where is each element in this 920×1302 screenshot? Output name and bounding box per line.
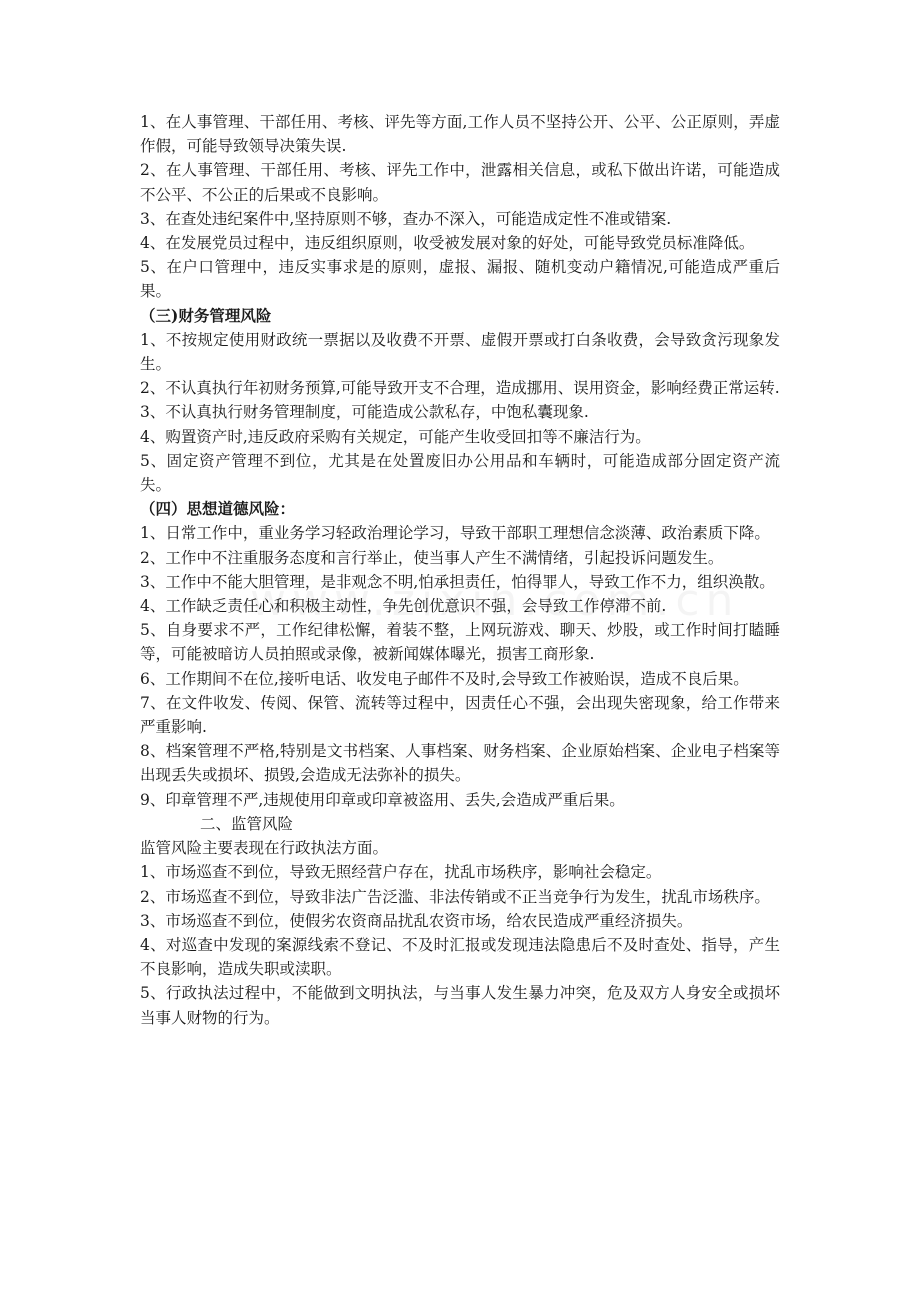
paragraph: 5、自身要求不严，工作纪律松懈，着装不整，上网玩游戏、聊天、炒股，或工作时间打瞌睡等，可能被暗访人员拍照或录像，被新闻媒体曝光，损害工商形象. <box>140 621 780 664</box>
paragraph: 3、不认真执行财务管理制度，可能造成公款私存，中饱私囊现象. <box>140 403 589 422</box>
paragraph: 1、日常工作中，重业务学习轻政治理论学习，导致干部职工理想信念淡薄、政治素质下降。 <box>140 524 770 543</box>
paragraph: 1、市场巡查不到位，导致无照经营户存在，扰乱市场秩序，影响社会稳定。 <box>140 863 662 882</box>
paragraph: 1、不按规定使用财政统一票据以及收费不开票、虚假开票或打白条收费，会导致贪污现象发生。 <box>140 330 780 374</box>
paragraph: 8、档案管理不严格,特别是文书档案、人事档案、财务档案、企业原始档案、企业电子档案等出现丢失或损坏、损毁,会造成无法弥补的损失。 <box>140 742 780 785</box>
paragraph: 2、工作中不注重服务态度和言行举止，使当事人产生不满情绪，引起投诉问题发生。 <box>140 548 724 567</box>
paragraph: 4、购置资产时,违反政府采购有关规定，可能产生收受回扣等不廉洁行为。 <box>140 427 651 446</box>
section-heading: （三)财务管理风险 <box>140 305 272 325</box>
paragraph: 4、工作缺乏责任心和积极主动性，争先创优意识不强，会导致工作停滞不前. <box>140 597 667 616</box>
paragraph: 5、在户口管理中，违反实事求是的原则，虚报、漏报、随机变动户籍情况,可能造成严重后果。 <box>140 258 780 301</box>
paragraph: 3、工作中不能大胆管理，是非观念不明,怕承担责任，怕得罪人，导致工作不力，组织涣散。 <box>140 572 775 591</box>
document-body <box>140 110 780 1030</box>
paragraph: 监管风险主要表现在行政执法方面。 <box>140 839 389 858</box>
paragraph: 6、工作期间不在位,接听电话、收发电子邮件不及时,会导致工作被贻误，造成不良后果。 <box>140 669 749 688</box>
paragraph: 1、在人事管理、干部任用、考核、评先等方面,工作人员不坚持公开、公平、公正原则，弄虚作假，可能导致领导决策失误. <box>140 113 780 156</box>
paragraph: 2、市场巡查不到位，导致非法广告泛滥、非法传销或不正当竞争行为发生，扰乱市场秩序。 <box>140 887 770 906</box>
paragraph: 2、不认真执行年初财务预算,可能导致开支不合理，造成挪用、误用资金，影响经费正常运转. <box>140 379 780 398</box>
paragraph: 2、在人事管理、干部任用、考核、评先工作中，泄露相关信息，或私下做出许诺，可能造成不公平、不公正的后果或不良影响。 <box>140 161 780 204</box>
paragraph: 5、行政执法过程中，不能做到文明执法，与当事人发生暴力冲突，危及双方人身安全或损坏当事人财物的行为。 <box>140 984 780 1027</box>
paragraph: 3、市场巡查不到位，使假劣农资商品扰乱农资市场，给农民造成严重经济损失。 <box>140 911 693 930</box>
paragraph: 3、在查处违纪案件中,坚持原则不够，查办不深入，可能造成定性不准或错案. <box>140 209 672 228</box>
section-heading: （四）思想道德风险： <box>140 499 296 519</box>
paragraph: 7、在文件收发、传阅、保管、流转等过程中，因责任心不强，会出现失密现象，给工作带来严重影响. <box>140 693 780 737</box>
paragraph: 5、固定资产管理不到位，尤其是在处置废旧办公用品和车辆时，可能造成部分固定资产流失。 <box>140 451 780 495</box>
section-heading: 二、监管风险 <box>200 814 294 833</box>
paragraph: 9、印章管理不严,违规使用印章或印章被盗用、丢失,会造成严重后果。 <box>140 790 625 809</box>
paragraph: 4、对巡查中发现的案源线索不登记、不及时汇报或发现违法隐患后不及时查处、指导，产生不良影响，造成失职或渎职。 <box>140 935 780 979</box>
paragraph: 4、在发展党员过程中，违反组织原则，收受被发展对象的好处，可能导致党员标准降低。 <box>140 234 755 253</box>
